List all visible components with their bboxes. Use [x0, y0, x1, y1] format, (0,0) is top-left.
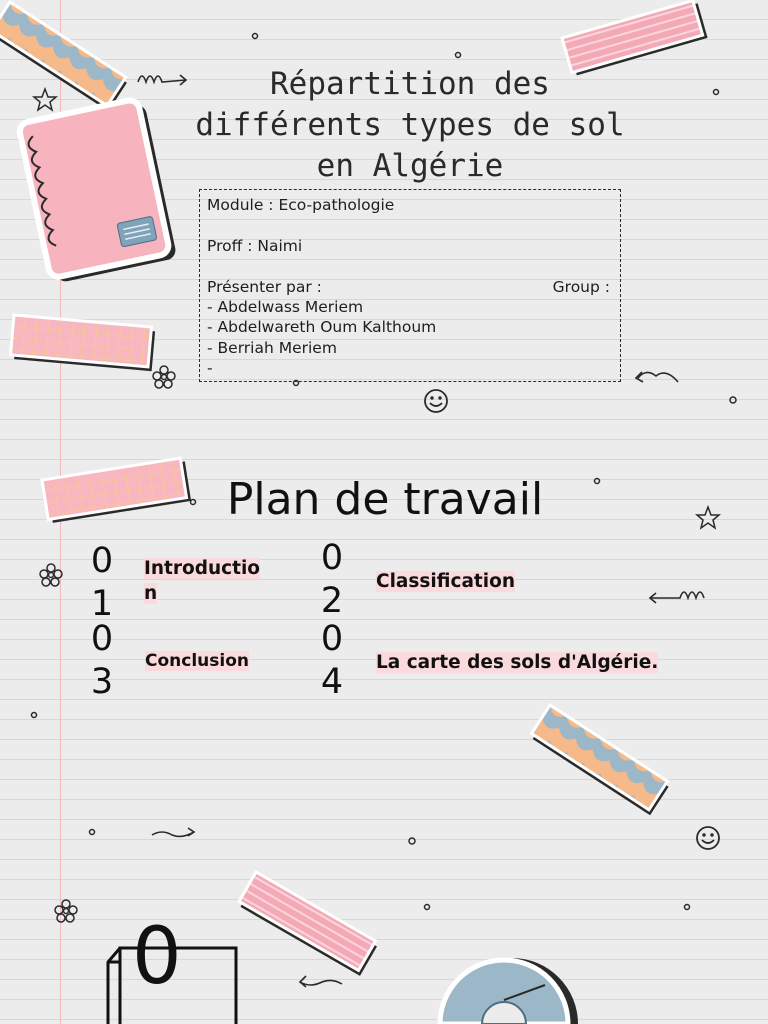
- info-box: [199, 189, 621, 382]
- washi-tape-grid-left: [10, 315, 155, 371]
- arrow-icon: [650, 592, 704, 603]
- star-icon: [697, 507, 719, 528]
- item-number: [82, 540, 122, 626]
- flower-icon: [55, 900, 77, 922]
- item-number-digit: 0: [320, 619, 344, 659]
- module-line: Module : Eco-pathologie: [207, 196, 395, 214]
- big-section-number: 0: [132, 912, 182, 1002]
- notebook-icon: [18, 97, 177, 284]
- washi-tape-top-left: [0, 2, 129, 111]
- member-item: - Berriah Meriem: [207, 338, 337, 357]
- item-number-digit: 2: [320, 581, 344, 621]
- arrow-icon: [300, 976, 342, 987]
- item-number: [82, 618, 122, 704]
- member-item: -: [207, 359, 213, 378]
- item-number: [312, 537, 352, 623]
- arrow-icon: [138, 75, 186, 85]
- item-label-text: La carte des sols d'Algérie.: [376, 652, 659, 673]
- washi-tape-bottom: [237, 872, 379, 976]
- item-label-introduction: [144, 556, 266, 606]
- item-label-conclusion: [145, 649, 249, 674]
- item-label-classification: [376, 569, 515, 594]
- prof-line: Proff : Naimi: [207, 236, 303, 255]
- item-number-digit: 1: [90, 584, 114, 624]
- item-number-digit: 3: [90, 662, 114, 702]
- page-title: Répartition des différents types de sol en Algérie: [195, 66, 625, 184]
- item-number-digit: 4: [320, 662, 344, 702]
- protractor-icon: [440, 958, 578, 1024]
- plan-title: Plan de travail: [226, 474, 544, 525]
- item-number-digit: 0: [320, 538, 344, 578]
- group-label: Group :: [552, 278, 610, 296]
- arrow-icon: [636, 372, 678, 382]
- star-icon: [34, 89, 56, 110]
- item-number-digit: 0: [90, 541, 114, 581]
- item-number-digit: 0: [90, 619, 114, 659]
- smiley-icon: [425, 390, 447, 412]
- flower-icon: [153, 366, 175, 388]
- smiley-icon: [697, 827, 719, 849]
- flower-icon: [40, 564, 62, 586]
- item-label-text: Introduction: [144, 558, 261, 604]
- item-label-soil-map: [376, 650, 658, 675]
- washi-tape-right: [529, 705, 670, 815]
- item-label-text: Conclusion: [145, 651, 249, 671]
- presented-by-label: Présenter par :: [207, 277, 322, 296]
- item-label-text: Classification: [376, 571, 515, 592]
- item-number: [312, 618, 352, 704]
- member-item: - Abdelwareth Oum Kalthoum: [207, 318, 437, 337]
- arrow-icon: [152, 828, 194, 836]
- member-item: - Abdelwass Meriem: [207, 298, 364, 316]
